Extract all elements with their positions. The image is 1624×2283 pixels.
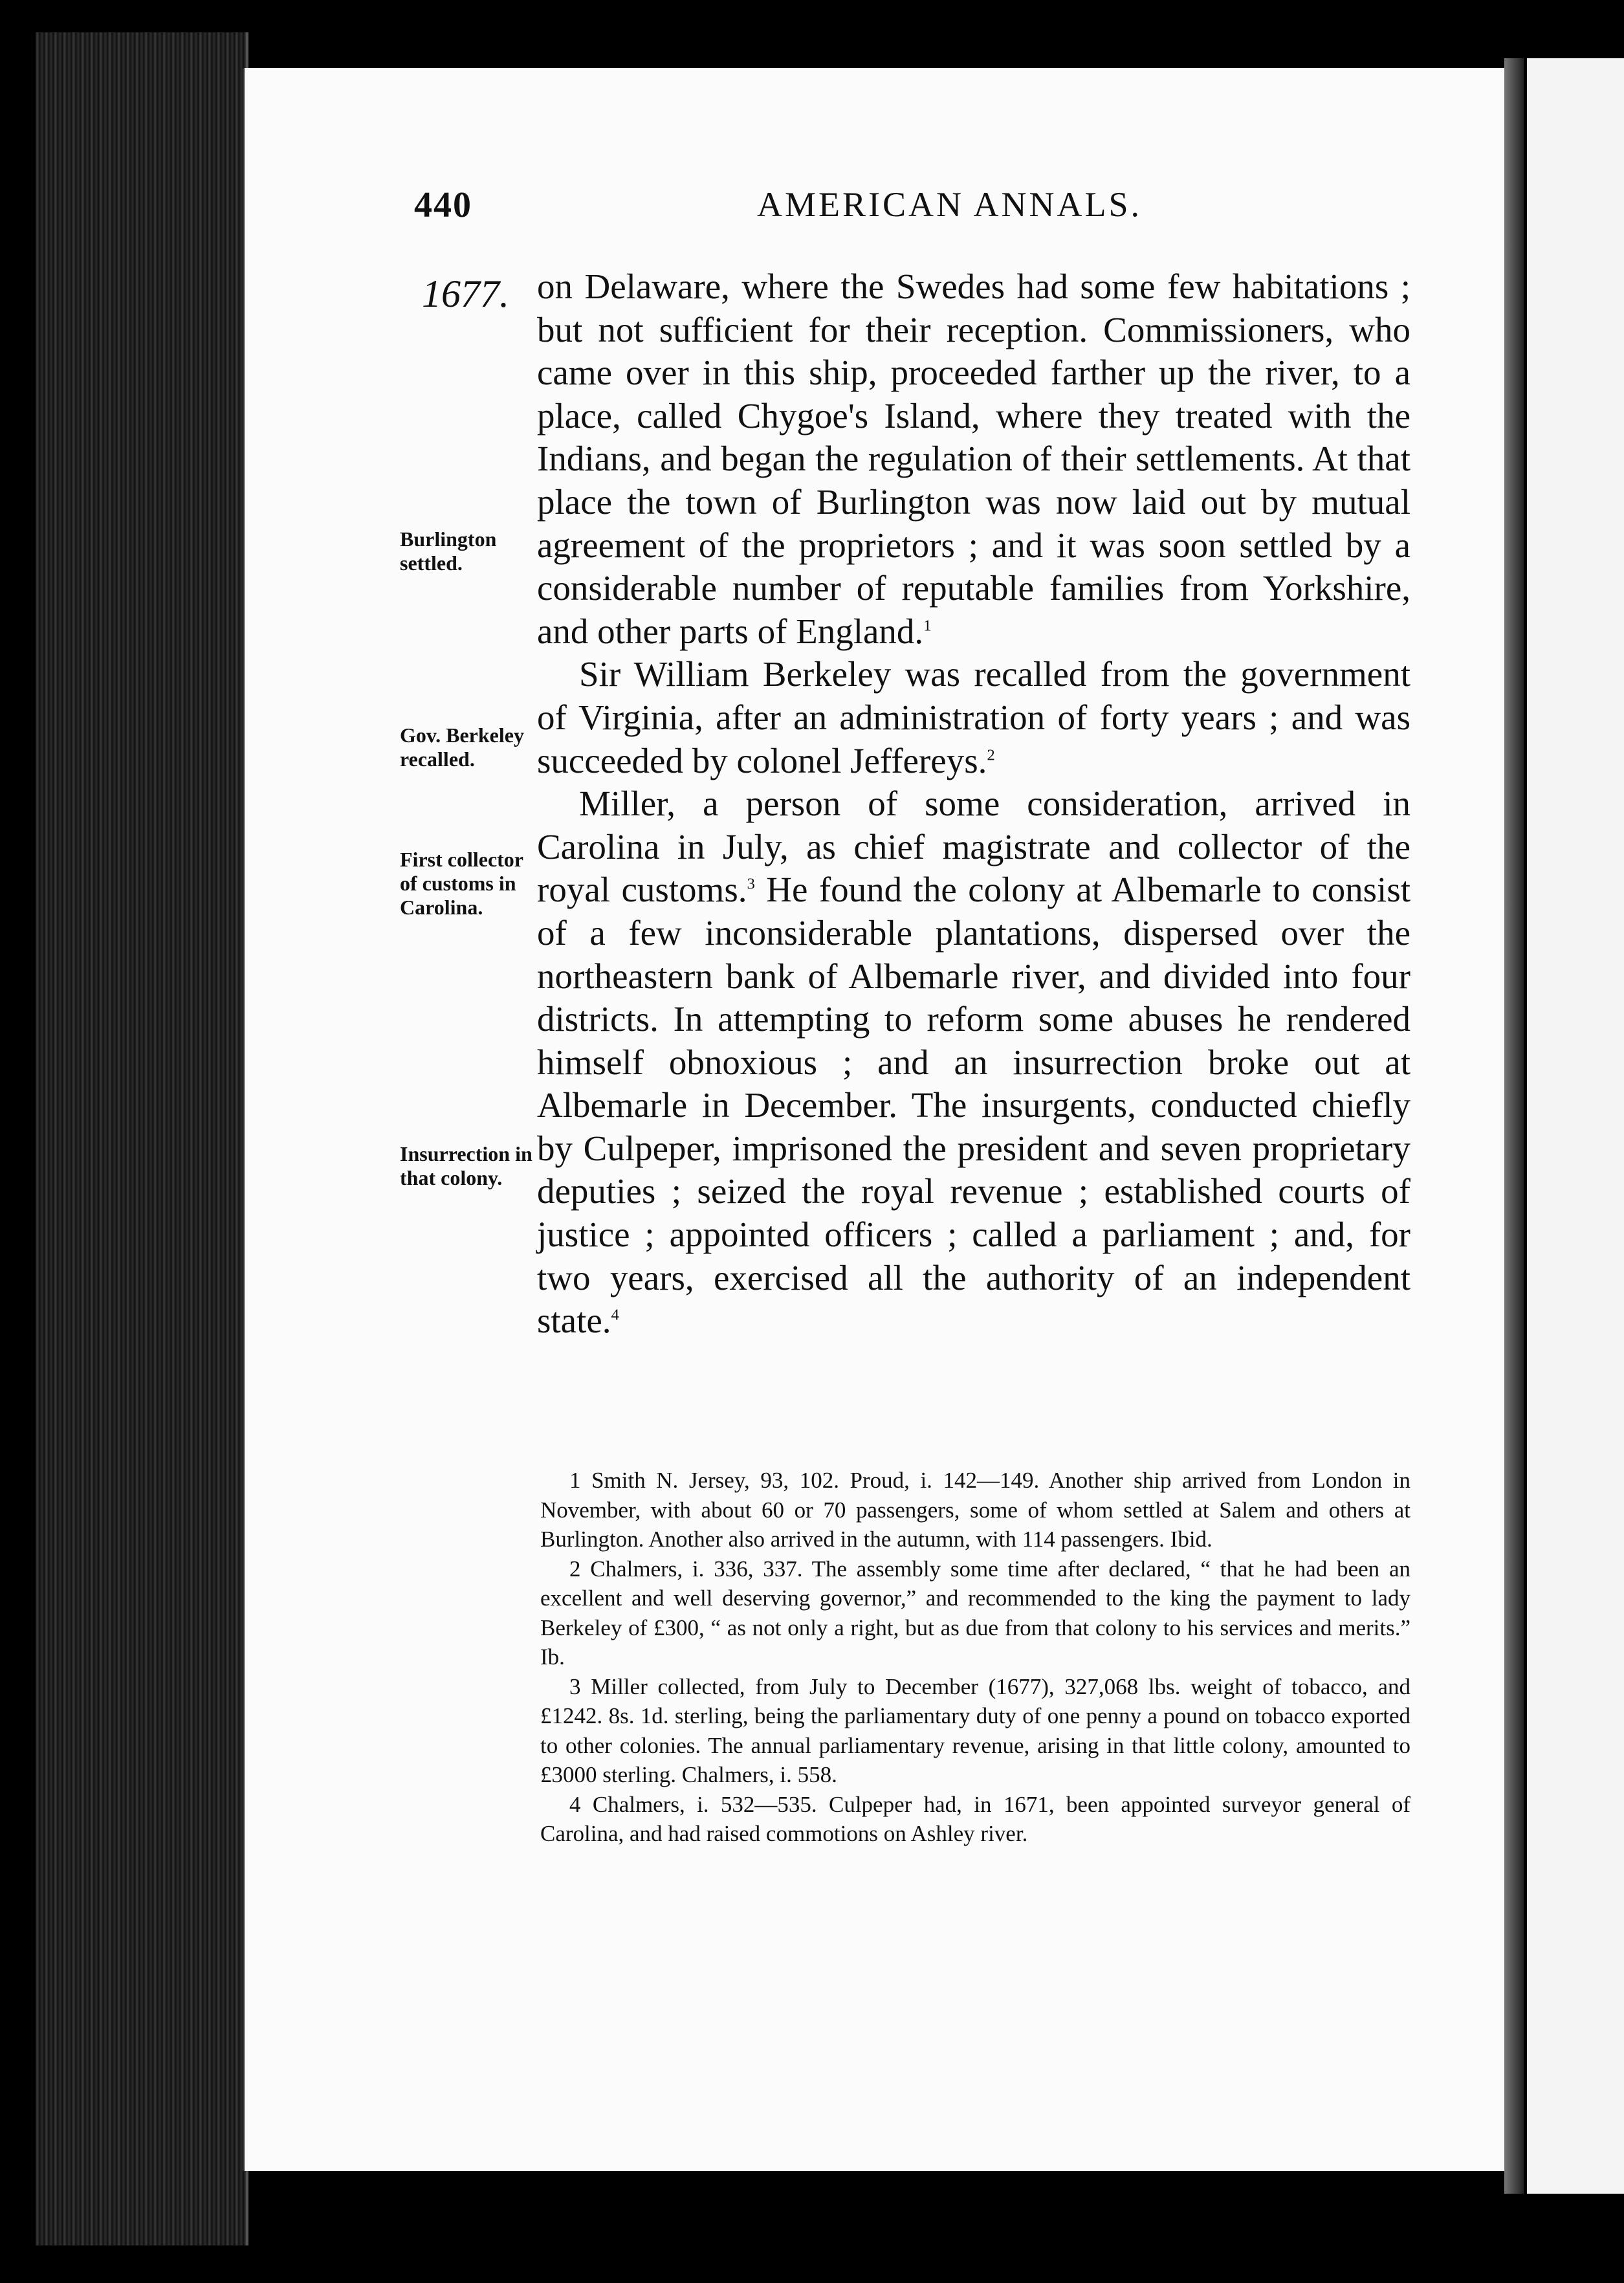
footnote: 4 Chalmers, i. 532—535. Culpeper had, in 1671, been appointed surveyor general of Carolina, and had raised commotions on Ashley river. (540, 1791, 1410, 1846)
margin-note-collector: First collector of customs in Carolina. (400, 848, 523, 919)
footnote: 1 Smith N. Jersey, 93, 102. Proud, i. 142—149. Another ship arrived from London in November, with about 60 or 70 passengers, some of whom settled at Salem and others at Burlington. Another also arrived in the autumn, with 114 passengers. Ibid. (540, 1468, 1410, 1552)
footnote: 3 Miller collected, from July to December (1677), 327,068 lbs. weight of tobacco, and £1242. 8s. 1d. sterling, being the parliamentary duty of one penny a pound on tobacco exported to other colonies. The annual parliamentary revenue, arising in that little colony, amounted to £3000 sterling. Chalmers, i. 558. (540, 1673, 1410, 1787)
page-header (414, 184, 1410, 236)
facing-page-edge (1527, 58, 1624, 2194)
page-gutter (1504, 58, 1524, 2194)
margin-note-burlington: Burlington settled. (400, 527, 497, 575)
footnote: 2 Chalmers, i. 336, 337. The assembly some time after declared, “ that he had been an excellent and well deserving governor,” and recommended to the king the payment to lady Berkeley of £300, “ as not only a right, but as due from that colony to his services and merits.” Ib. (540, 1556, 1410, 1670)
margin-note-insurrection: Insurrection in that colony. (400, 1142, 532, 1189)
margin-note-berkeley: Gov. Berkeley recalled. (400, 723, 524, 771)
footnote-ref: 3 (747, 875, 755, 893)
running-head: AMERICAN ANNALS. (757, 185, 1143, 224)
footnotes (540, 1466, 1410, 1849)
paragraph: Miller, a person of some consideration, arrived in Carolina in July, as chief magistrate and collector of the royal customs.$^3$ He found the colony at Albemarle to consist of a few inconsiderable plantations, dispersed over the northeastern bank of Albemarle river, and divided into four districts. In attempting to reform some abuses he rendered himself obnoxious ; and an insurrection broke out at Albemarle in December. The insurgents, conducted chiefly by Culpeper, imprisoned the president and seven proprietary deputies ; seized the royal revenue ; established courts of justice ; appointed officers ; called a parliament ; and, for two years, exercised all the authority of an independent state.$^4$ (537, 784, 1410, 1341)
footnote-ref: 2 (987, 746, 995, 764)
footnote-ref: 1 (923, 617, 932, 635)
paragraph: Sir William Berkeley was recalled from the government of Virginia, after an administration of forty years ; and was succeeded by colonel Jeffereys.$^2$ (537, 654, 1410, 780)
paragraph: on Delaware, where the Swedes had some few habitations ; but not sufficient for their reception. Commissioners, who came over in this ship, proceeded farther up the river, to a place, called Chygoe's Island, where they treated with the Indians, and began the regulation of their settlements. At that place the town of Burlington was now laid out by mutual agreement of the proprietors ; and it was soon settled by a considerable number of reputable families from Yorkshire, and other parts of England.$^1$ (537, 267, 1410, 651)
year-marginal: 1677. (422, 272, 509, 315)
footnote-ref: 4 (611, 1306, 619, 1324)
main-text (537, 265, 1410, 1343)
page-number: 440 (414, 185, 472, 225)
book-spine (36, 32, 248, 2245)
